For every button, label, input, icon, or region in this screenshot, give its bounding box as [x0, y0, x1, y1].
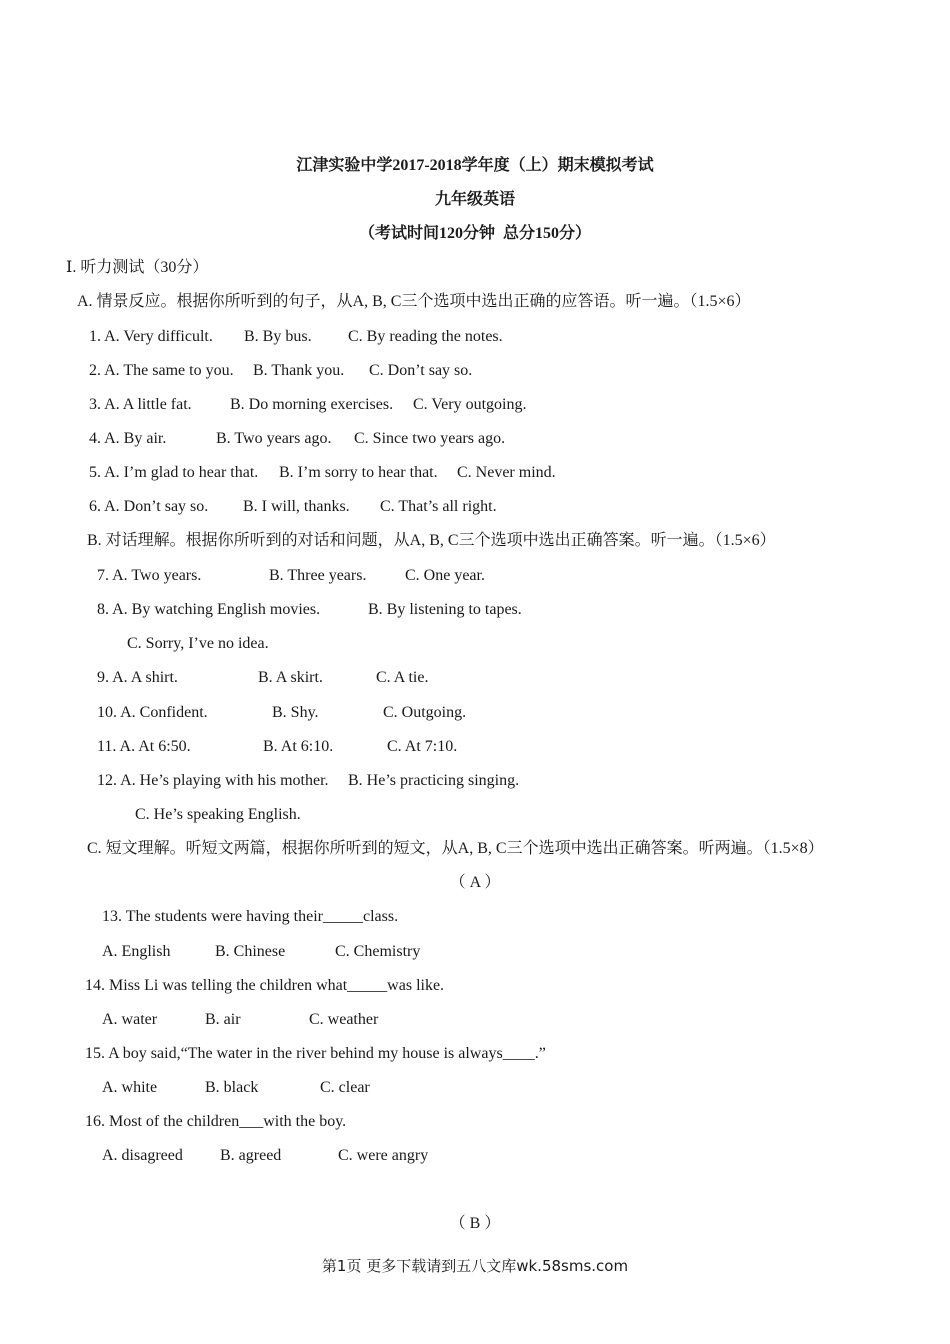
- q5-option-b: B. I’m sorry to hear that.: [279, 464, 438, 481]
- q8-option-c: C. Sorry, I’ve no idea.: [127, 635, 269, 652]
- q4-option-c: C. Since two years ago.: [354, 430, 506, 447]
- q4-option-a: 4. A. By air.: [89, 430, 167, 447]
- q16-option-b: B. agreed: [220, 1147, 282, 1164]
- section-heading: Ⅰ. 听力测试（30分）: [66, 259, 209, 276]
- q6-option-a: 6. A. Don’t say so.: [89, 498, 209, 515]
- q12-option-c: C. He’s speaking English.: [135, 806, 301, 823]
- q13-option-c: C. Chemistry: [335, 943, 421, 960]
- q1-option-a: 1. A. Very difficult.: [89, 328, 213, 345]
- q16-option-c: C. were angry: [338, 1147, 429, 1164]
- q7-option-a: 7. A. Two years.: [97, 567, 202, 584]
- q15-stem: 15. A boy said,“The water in the river behind my house is always____.”: [85, 1045, 546, 1062]
- page-footer: 第1页 更多下载请到五八文库wk.58sms.com: [321, 1257, 629, 1275]
- q2-option-b: B. Thank you.: [253, 362, 345, 379]
- part-a-instruction: A. 情景反应。根据你所听到的句子，从A, B, C三个选项中选出正确的应答语。听一遍。（1.5×6）: [77, 293, 751, 310]
- q10-option-b: B. Shy.: [272, 704, 319, 721]
- exam-title: 江津实验中学2017-2018学年度（上）期末模拟考试: [296, 157, 654, 174]
- part-b-instruction: B. 对话理解。根据你所听到的对话和问题，从A, B, C三个选项中选出正确答案。听一遍。（1.5×6）: [87, 532, 776, 549]
- q15-option-c: C. clear: [320, 1079, 370, 1096]
- q9-option-b: B. A skirt.: [258, 669, 323, 686]
- q1-option-c: C. By reading the notes.: [348, 328, 503, 345]
- q15-option-b: B. black: [205, 1079, 259, 1096]
- q2-option-c: C. Don’t say so.: [369, 362, 473, 379]
- passage-b-label: （ B ）: [449, 1215, 501, 1232]
- q5-option-a: 5. A. I’m glad to hear that.: [89, 464, 259, 481]
- q16-option-a: A. disagreed: [102, 1147, 183, 1164]
- q6-option-b: B. I will, thanks.: [243, 498, 350, 515]
- q11-option-c: C. At 7:10.: [387, 738, 458, 755]
- q14-option-b: B. air: [205, 1011, 241, 1028]
- q13-option-a: A. English: [102, 943, 171, 960]
- q8-option-a: 8. A. By watching English movies.: [97, 601, 321, 618]
- q9-option-a: 9. A. A shirt.: [97, 669, 178, 686]
- q13-option-b: B. Chinese: [215, 943, 286, 960]
- q1-option-b: B. By bus.: [244, 328, 312, 345]
- q5-option-c: C. Never mind.: [457, 464, 556, 481]
- q3-option-c: C. Very outgoing.: [413, 396, 527, 413]
- q13-stem: 13. The students were having their_____class.: [102, 908, 399, 925]
- q16-stem: 16. Most of the children___with the boy.: [85, 1113, 347, 1130]
- q4-option-b: B. Two years ago.: [216, 430, 332, 447]
- q7-option-b: B. Three years.: [269, 567, 367, 584]
- q6-option-c: C. That’s all right.: [380, 498, 497, 515]
- q11-option-b: B. At 6:10.: [263, 738, 334, 755]
- q14-option-a: A. water: [102, 1011, 158, 1028]
- q3-option-a: 3. A. A little fat.: [89, 396, 192, 413]
- passage-a-label: （ A ）: [449, 874, 501, 891]
- q14-stem: 14. Miss Li was telling the children what_____was like.: [85, 977, 445, 994]
- q10-option-c: C. Outgoing.: [383, 704, 467, 721]
- exam-info: （考试时间120分钟 总分150分）: [358, 225, 591, 242]
- q12-option-a: 12. A. He’s playing with his mother.: [97, 772, 329, 789]
- exam-subtitle: 九年级英语: [434, 191, 515, 208]
- q15-option-a: A. white: [102, 1079, 158, 1096]
- q3-option-b: B. Do morning exercises.: [230, 396, 394, 413]
- q7-option-c: C. One year.: [405, 567, 485, 584]
- q10-option-a: 10. A. Confident.: [97, 704, 208, 721]
- q9-option-c: C. A tie.: [376, 669, 429, 686]
- q11-option-a: 11. A. At 6:50.: [97, 738, 191, 755]
- part-c-instruction: C. 短文理解。听短文两篇，根据你所听到的短文，从A, B, C三个选项中选出正确答案。听两遍。（1.5×8）: [87, 840, 824, 857]
- q12-option-b: B. He’s practicing singing.: [348, 772, 520, 789]
- q2-option-a: 2. A. The same to you.: [89, 362, 234, 379]
- q14-option-c: C. weather: [309, 1011, 379, 1028]
- q8-option-b: B. By listening to tapes.: [368, 601, 522, 618]
